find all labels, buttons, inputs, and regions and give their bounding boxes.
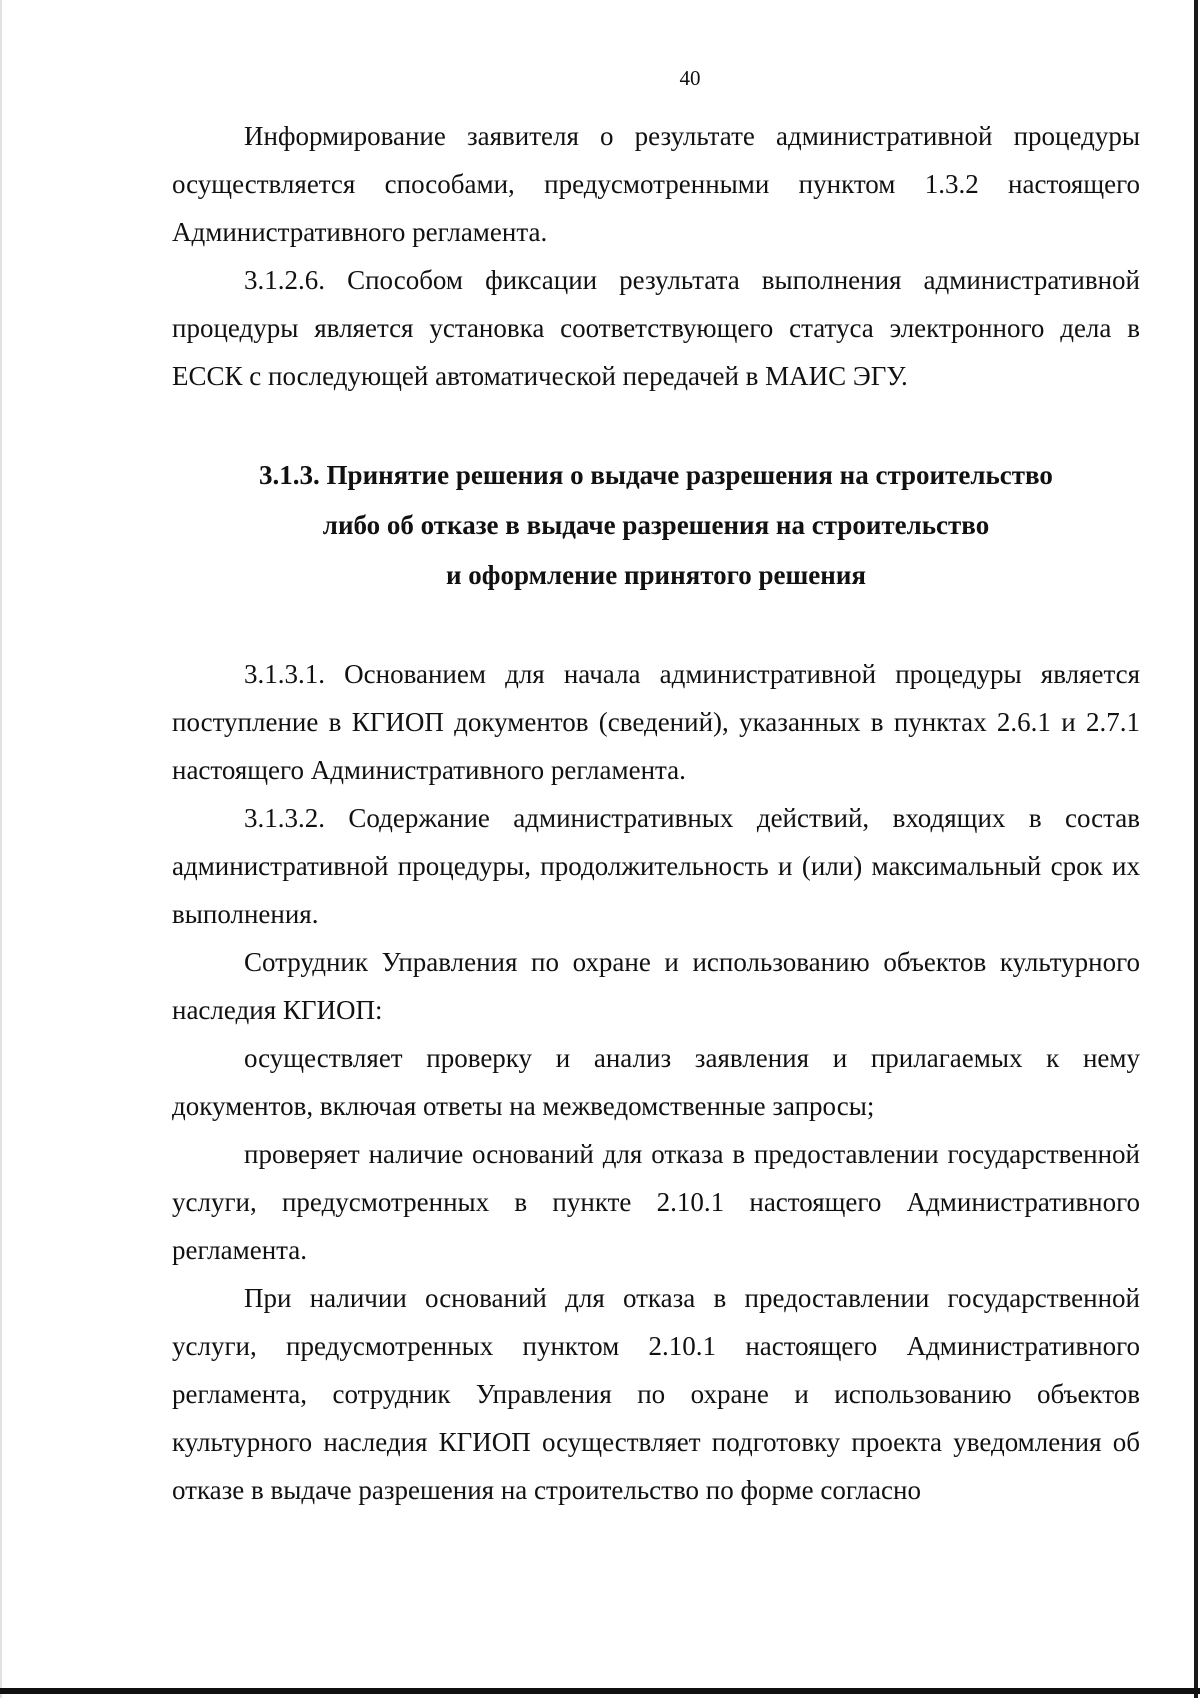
heading-line-1: 3.1.3. Принятие решения о выдаче разрешения на строительство [259,460,1053,490]
heading-line-3: и оформление принятого решения [445,560,866,590]
scan-right-edge [1194,0,1198,1698]
paragraph-refusal-grounds: При наличии оснований для отказа в предоставлении государственной услуги, предусмотренных пунктом 2.10.1 настоящего Административного регламента, сотрудник Управления по охране и использованию объектов культурного наследия КГИОП осуществляет подготовку проекта уведомления об отказе в выдаче разрешения на строительство по форме согласно [172,1283,1140,1505]
paragraph-3-1-3-2: 3.1.3.2. Содержание административных действий, входящих в состав административной процедуры, продолжительность и (или) максимальный срок их выполнения. [172,803,1140,929]
heading-line-2: либо об отказе в выдаче разрешения на строительство [322,510,990,540]
paragraph-3-1-3-1: 3.1.3.1. Основанием для начала административной процедуры является поступление в КГИОП документов (сведений), указанных в пунктах 2.6.1 и 2.7.1 настоящего Административного регламента. [172,659,1140,785]
document-body [172,112,1140,1514]
scan-bottom-edge [0,1688,1200,1694]
scan-left-edge [0,0,2,1698]
page-number: 40 [679,66,701,90]
paragraph-informing: Информирование заявителя о результате административной процедуры осуществляется способами, предусмотренными пунктом 1.3.2 настоящего Административного регламента. [172,121,1140,247]
paragraph-employee: Сотрудник Управления по охране и использованию объектов культурного наследия КГИОП: [172,947,1140,1025]
paragraph-checks-grounds: проверяет наличие оснований для отказа в предоставлении государственной услуги, предусмотренных в пункте 2.10.1 настоящего Административного регламента. [172,1139,1140,1265]
paragraph-3-1-2-6: 3.1.2.6. Способом фиксации результата выполнения административной процедуры является установка соответствующего статуса электронного дела в ЕССК с последующей автоматической передачей в МАИС ЭГУ. [172,265,1140,391]
paragraph-checks-analysis: осуществляет проверку и анализ заявления и прилагаемых к нему документов, включая ответы на межведомственные запросы; [172,1043,1140,1121]
section-heading-3-1-3 [172,450,1140,600]
